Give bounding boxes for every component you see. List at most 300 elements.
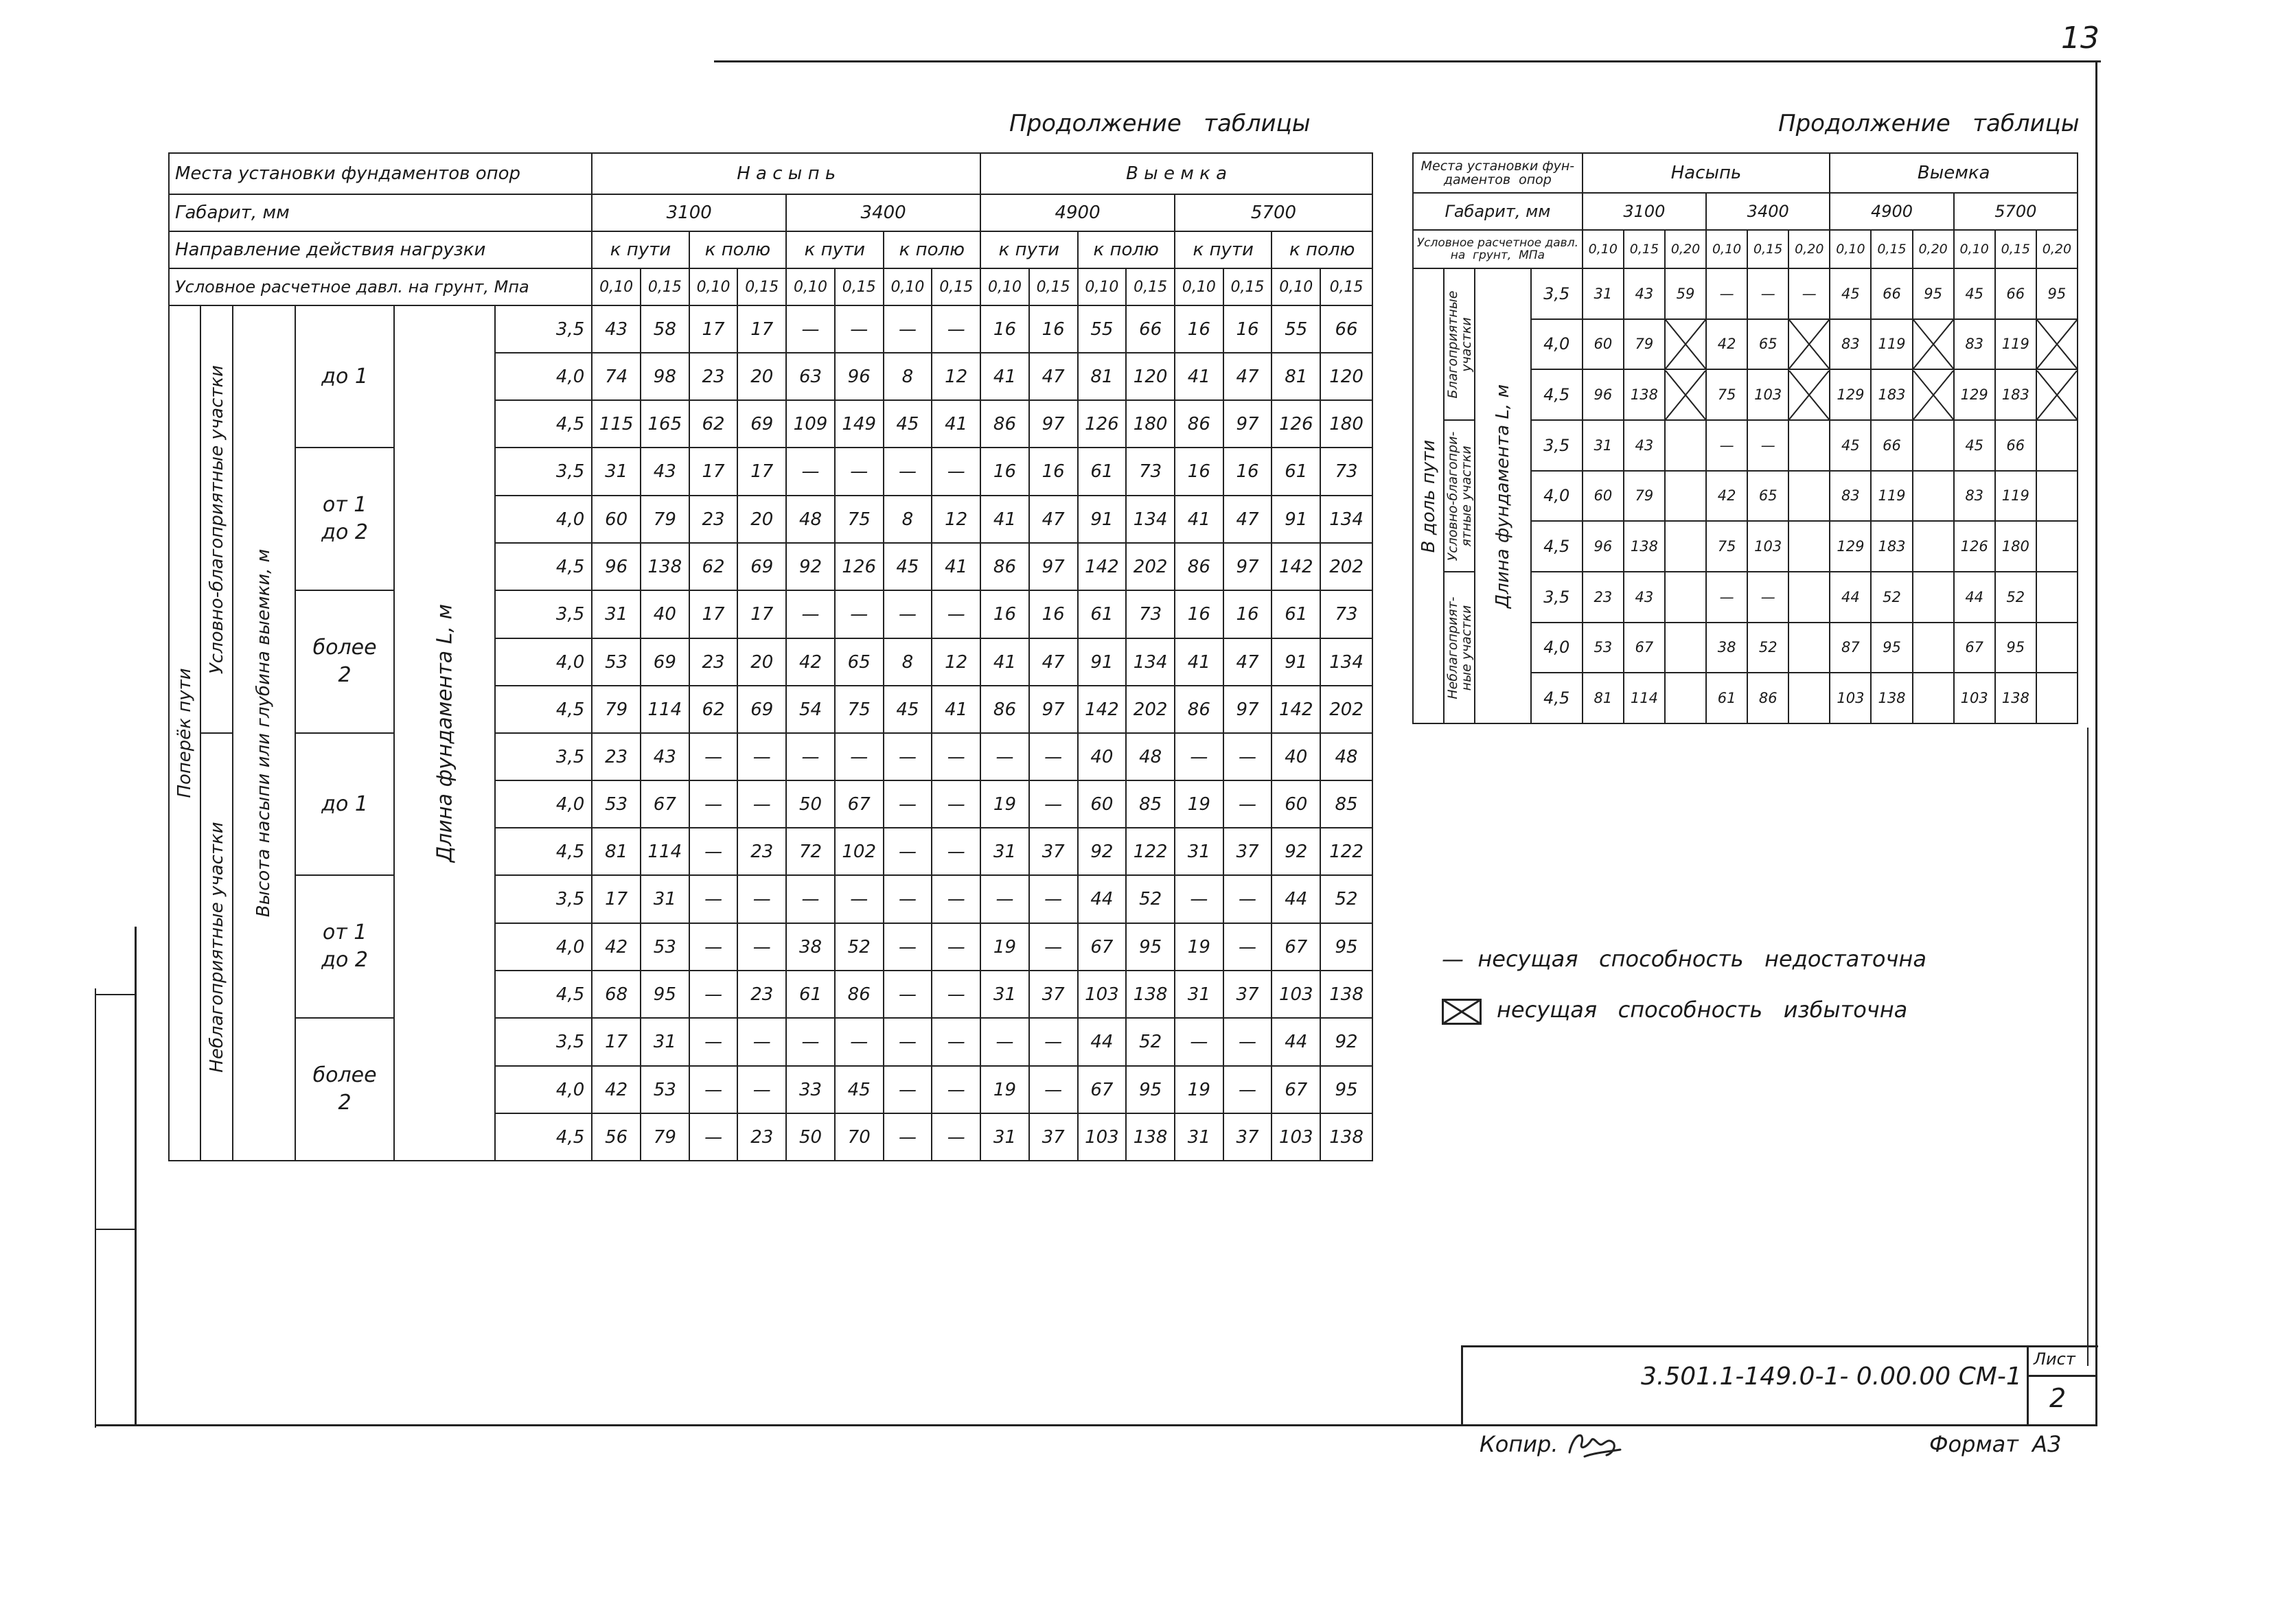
value-cell bbox=[1913, 623, 1954, 673]
value-cell: 95 bbox=[1126, 1066, 1175, 1113]
value-cell: 202 bbox=[1126, 686, 1175, 733]
value-cell: 23 bbox=[737, 1113, 786, 1161]
sheet-label: Лист bbox=[2034, 1349, 2075, 1369]
value-cell: 96 bbox=[592, 543, 641, 590]
value-cell: 73 bbox=[1126, 590, 1175, 638]
value-cell: 62 bbox=[689, 400, 738, 448]
value-cell: — bbox=[1223, 1018, 1272, 1066]
value-cell bbox=[1788, 572, 1830, 623]
value-cell: — bbox=[737, 780, 786, 828]
value-cell: 103 bbox=[1954, 673, 1995, 723]
gabarit-cell: 4900 bbox=[1830, 193, 1953, 230]
value-cell: 97 bbox=[1029, 686, 1078, 733]
value-cell: 19 bbox=[980, 923, 1029, 971]
value-cell: — bbox=[786, 1018, 835, 1066]
value-cell: — bbox=[980, 1018, 1029, 1066]
value-cell: 96 bbox=[1583, 521, 1624, 572]
value-cell: 85 bbox=[1126, 780, 1175, 828]
value-cell: — bbox=[1175, 733, 1223, 780]
value-cell: — bbox=[1029, 733, 1078, 780]
left-table bbox=[168, 152, 1373, 1161]
poperek-cell bbox=[169, 305, 200, 1161]
pressure-cell: 0,10 bbox=[980, 268, 1029, 305]
value-cell: 52 bbox=[1320, 875, 1372, 923]
group-label: Неблагоприят- ные участки bbox=[1445, 596, 1474, 699]
header-mesta: Места установки фун- даментов опор bbox=[1413, 153, 1583, 193]
group-cell bbox=[1444, 420, 1475, 572]
value-cell: — bbox=[1706, 420, 1747, 471]
direction-cell: к полю bbox=[689, 231, 786, 268]
length-cell: 4,5 bbox=[1531, 673, 1583, 723]
value-cell: 119 bbox=[1871, 471, 1912, 522]
value-cell: 74 bbox=[592, 353, 641, 400]
value-cell: 16 bbox=[1029, 590, 1078, 638]
value-cell: 53 bbox=[641, 1066, 689, 1113]
gabarit-cell: 4900 bbox=[980, 194, 1175, 231]
value-cell: — bbox=[835, 590, 884, 638]
value-cell: 60 bbox=[1583, 319, 1624, 370]
value-cell: 91 bbox=[1272, 496, 1320, 543]
value-cell bbox=[2036, 420, 2078, 471]
value-cell: 87 bbox=[1830, 623, 1871, 673]
length-cell: 4,5 bbox=[495, 971, 592, 1018]
poperek-label: Поперёк пути bbox=[174, 668, 196, 798]
value-cell: 31 bbox=[641, 1018, 689, 1066]
value-cell: 17 bbox=[592, 875, 641, 923]
value-cell: — bbox=[932, 1018, 980, 1066]
stamp-divider bbox=[2027, 1345, 2029, 1424]
value-cell: 138 bbox=[1320, 1113, 1372, 1161]
value-cell: 65 bbox=[835, 638, 884, 686]
excess-cross-cell bbox=[1788, 369, 1830, 420]
document-code: 3.501.1-149.0-1- 0.00.00 СМ-1 bbox=[1641, 1362, 2022, 1391]
length-cell: 4,5 bbox=[495, 1113, 592, 1161]
value-cell: 47 bbox=[1223, 496, 1272, 543]
value-cell: — bbox=[786, 590, 835, 638]
value-cell: 40 bbox=[1272, 733, 1320, 780]
height-group-cell: более 2 bbox=[295, 590, 394, 733]
header-davl: Условное расчетное давл. на грунт, Мпа bbox=[169, 268, 592, 305]
value-cell: — bbox=[737, 923, 786, 971]
value-cell: 8 bbox=[884, 496, 932, 543]
stamp-sheet-divider bbox=[2027, 1375, 2097, 1377]
value-cell: 67 bbox=[835, 780, 884, 828]
height-group-cell: от 1 до 2 bbox=[295, 448, 394, 590]
value-cell: — bbox=[884, 590, 932, 638]
value-cell: — bbox=[884, 923, 932, 971]
value-cell: 54 bbox=[786, 686, 835, 733]
header-vyemka: В ы е м к а bbox=[980, 153, 1372, 194]
pressure-cell: 0,20 bbox=[2036, 230, 2078, 268]
excess-cross-cell bbox=[2036, 319, 2078, 370]
value-cell: 95 bbox=[2036, 268, 2078, 319]
value-cell: 48 bbox=[786, 496, 835, 543]
dlina-label: Длина фундамента L, м bbox=[1492, 384, 1513, 608]
pressure-cell: 0,10 bbox=[1706, 230, 1747, 268]
pressure-cell: 0,20 bbox=[1788, 230, 1830, 268]
value-cell: 43 bbox=[1624, 572, 1665, 623]
value-cell: 120 bbox=[1320, 353, 1372, 400]
value-cell: 16 bbox=[1175, 305, 1223, 353]
value-cell: 96 bbox=[835, 353, 884, 400]
value-cell: — bbox=[737, 733, 786, 780]
legend-cross-icon bbox=[1442, 999, 1482, 1025]
value-cell: — bbox=[1175, 1018, 1223, 1066]
value-cell: 37 bbox=[1223, 828, 1272, 875]
value-cell: 95 bbox=[1126, 923, 1175, 971]
value-cell: 16 bbox=[1223, 448, 1272, 496]
value-cell: 66 bbox=[1871, 268, 1912, 319]
header-davl: Условное расчетное давл. на грунт, МПа bbox=[1413, 230, 1583, 268]
value-cell: 45 bbox=[1954, 420, 1995, 471]
table-caption-right: Продолжение таблицы bbox=[1778, 110, 2080, 137]
value-cell: — bbox=[1747, 268, 1788, 319]
value-cell: 16 bbox=[980, 448, 1029, 496]
value-cell: 43 bbox=[641, 448, 689, 496]
gabarit-cell: 3100 bbox=[1583, 193, 1706, 230]
value-cell: 42 bbox=[1706, 319, 1747, 370]
value-cell: 16 bbox=[1175, 448, 1223, 496]
value-cell: 165 bbox=[641, 400, 689, 448]
value-cell: 95 bbox=[1995, 623, 2036, 673]
table-row bbox=[169, 733, 1372, 780]
pressure-cell: 0,15 bbox=[1029, 268, 1078, 305]
value-cell: — bbox=[884, 828, 932, 875]
group-label: Благоприятные участки bbox=[1445, 290, 1474, 398]
length-cell: 4,5 bbox=[495, 543, 592, 590]
value-cell: 86 bbox=[1747, 673, 1788, 723]
value-cell: 12 bbox=[932, 496, 980, 543]
value-cell: 60 bbox=[1272, 780, 1320, 828]
excess-cross-cell bbox=[2036, 369, 2078, 420]
value-cell: 17 bbox=[689, 305, 738, 353]
value-cell: 202 bbox=[1126, 543, 1175, 590]
value-cell: 47 bbox=[1029, 353, 1078, 400]
value-cell: 67 bbox=[1954, 623, 1995, 673]
value-cell: 79 bbox=[592, 686, 641, 733]
value-cell: 31 bbox=[1175, 1113, 1223, 1161]
value-cell: 69 bbox=[737, 543, 786, 590]
length-cell: 4,0 bbox=[495, 923, 592, 971]
length-cell: 4,0 bbox=[1531, 623, 1583, 673]
value-cell: 92 bbox=[1272, 828, 1320, 875]
value-cell: 61 bbox=[1272, 448, 1320, 496]
value-cell: 102 bbox=[835, 828, 884, 875]
length-cell: 3,5 bbox=[495, 733, 592, 780]
value-cell: 52 bbox=[1126, 875, 1175, 923]
value-cell: — bbox=[689, 1113, 738, 1161]
copied-label: Копир. bbox=[1480, 1431, 1558, 1457]
value-cell: 134 bbox=[1320, 496, 1372, 543]
value-cell: 45 bbox=[1954, 268, 1995, 319]
pressure-cell: 0,15 bbox=[1223, 268, 1272, 305]
direction-cell: к пути bbox=[592, 231, 689, 268]
vysota-cell bbox=[233, 305, 295, 1161]
value-cell: 66 bbox=[1871, 420, 1912, 471]
direction-cell: к пути bbox=[980, 231, 1077, 268]
value-cell: — bbox=[1223, 875, 1272, 923]
value-cell: 79 bbox=[1624, 319, 1665, 370]
value-cell bbox=[1913, 572, 1954, 623]
value-cell: — bbox=[932, 305, 980, 353]
value-cell: 95 bbox=[1320, 1066, 1372, 1113]
value-cell: — bbox=[932, 923, 980, 971]
value-cell: — bbox=[689, 1018, 738, 1066]
value-cell: 142 bbox=[1078, 543, 1127, 590]
vdol-label: В доль пути bbox=[1418, 439, 1439, 553]
value-cell: 79 bbox=[641, 1113, 689, 1161]
value-cell: 138 bbox=[1624, 521, 1665, 572]
table-caption-left: Продолжение таблицы bbox=[1009, 110, 1311, 137]
value-cell: 38 bbox=[786, 923, 835, 971]
value-cell: 61 bbox=[1078, 448, 1127, 496]
value-cell: 17 bbox=[737, 448, 786, 496]
value-cell: 134 bbox=[1126, 638, 1175, 686]
value-cell: 23 bbox=[592, 733, 641, 780]
value-cell: 60 bbox=[1078, 780, 1127, 828]
value-cell: 114 bbox=[641, 686, 689, 733]
height-group-cell: от 1 до 2 bbox=[295, 875, 394, 1018]
value-cell bbox=[1788, 420, 1830, 471]
value-cell: 129 bbox=[1954, 369, 1995, 420]
value-cell: 114 bbox=[1624, 673, 1665, 723]
legend-cross: несущая способность избыточна bbox=[1497, 997, 1908, 1023]
value-cell: 16 bbox=[1175, 590, 1223, 638]
pressure-cell: 0,10 bbox=[592, 268, 641, 305]
header-gabarit: Габарит, мм bbox=[169, 194, 592, 231]
pressure-cell: 0,15 bbox=[932, 268, 980, 305]
value-cell: 81 bbox=[1078, 353, 1127, 400]
value-cell: — bbox=[1029, 875, 1078, 923]
value-cell: 95 bbox=[1871, 623, 1912, 673]
gabarit-cell: 5700 bbox=[1954, 193, 2078, 230]
value-cell: 38 bbox=[1706, 623, 1747, 673]
value-cell: 41 bbox=[1175, 638, 1223, 686]
value-cell: 45 bbox=[884, 543, 932, 590]
value-cell: 40 bbox=[1078, 733, 1127, 780]
value-cell: 126 bbox=[835, 543, 884, 590]
value-cell bbox=[1788, 673, 1830, 723]
value-cell bbox=[2036, 521, 2078, 572]
usl-blag-label: Условно-благоприятные участки bbox=[206, 364, 227, 674]
value-cell: 119 bbox=[1995, 471, 2036, 522]
value-cell: 45 bbox=[884, 400, 932, 448]
value-cell: 40 bbox=[641, 590, 689, 638]
value-cell: 23 bbox=[1583, 572, 1624, 623]
value-cell: 183 bbox=[1871, 369, 1912, 420]
value-cell: 119 bbox=[1871, 319, 1912, 370]
value-cell: 86 bbox=[835, 971, 884, 1018]
length-cell: 3,5 bbox=[495, 590, 592, 638]
length-cell: 4,0 bbox=[1531, 471, 1583, 522]
value-cell: 48 bbox=[1126, 733, 1175, 780]
value-cell: 12 bbox=[932, 638, 980, 686]
value-cell: 52 bbox=[1995, 572, 2036, 623]
value-cell: — bbox=[737, 875, 786, 923]
value-cell: 97 bbox=[1223, 543, 1272, 590]
value-cell: 91 bbox=[1078, 638, 1127, 686]
value-cell: 55 bbox=[1272, 305, 1320, 353]
value-cell: — bbox=[884, 780, 932, 828]
direction-cell: к пути bbox=[1175, 231, 1272, 268]
value-cell: — bbox=[884, 1066, 932, 1113]
value-cell: 41 bbox=[932, 686, 980, 733]
value-cell: 23 bbox=[737, 971, 786, 1018]
gabarit-cell: 3400 bbox=[786, 194, 980, 231]
value-cell: 103 bbox=[1272, 1113, 1320, 1161]
value-cell: — bbox=[835, 733, 884, 780]
value-cell: 67 bbox=[1624, 623, 1665, 673]
value-cell bbox=[2036, 623, 2078, 673]
value-cell: 67 bbox=[1078, 923, 1127, 971]
value-cell: 45 bbox=[884, 686, 932, 733]
value-cell: 52 bbox=[1871, 572, 1912, 623]
pressure-cell: 0,10 bbox=[689, 268, 738, 305]
value-cell: — bbox=[1223, 780, 1272, 828]
value-cell: 75 bbox=[835, 496, 884, 543]
value-cell: 202 bbox=[1320, 686, 1372, 733]
pressure-cell: 0,15 bbox=[1871, 230, 1912, 268]
value-cell: — bbox=[835, 448, 884, 496]
value-cell: — bbox=[884, 971, 932, 1018]
value-cell: — bbox=[932, 590, 980, 638]
value-cell: 31 bbox=[980, 1113, 1029, 1161]
value-cell: 53 bbox=[592, 638, 641, 686]
value-cell bbox=[1665, 420, 1706, 471]
value-cell: 138 bbox=[1320, 971, 1372, 1018]
value-cell: — bbox=[786, 305, 835, 353]
value-cell: — bbox=[884, 305, 932, 353]
value-cell: 19 bbox=[1175, 923, 1223, 971]
value-cell: 50 bbox=[786, 780, 835, 828]
margin-left-line bbox=[95, 988, 96, 1428]
value-cell: 44 bbox=[1272, 875, 1320, 923]
value-cell: 43 bbox=[1624, 268, 1665, 319]
value-cell: 53 bbox=[592, 780, 641, 828]
length-cell: 3,5 bbox=[1531, 420, 1583, 471]
value-cell: 44 bbox=[1272, 1018, 1320, 1066]
value-cell: 62 bbox=[689, 543, 738, 590]
value-cell: 96 bbox=[1583, 369, 1624, 420]
value-cell: 97 bbox=[1029, 543, 1078, 590]
value-cell: — bbox=[689, 971, 738, 1018]
table-row bbox=[1413, 268, 2078, 319]
value-cell: 8 bbox=[884, 638, 932, 686]
value-cell: 65 bbox=[1747, 319, 1788, 370]
value-cell: 180 bbox=[1995, 521, 2036, 572]
value-cell: 183 bbox=[1995, 369, 2036, 420]
value-cell: 103 bbox=[1747, 369, 1788, 420]
value-cell: 70 bbox=[835, 1113, 884, 1161]
value-cell: 56 bbox=[592, 1113, 641, 1161]
dlina-label: Длина фундамента L, м bbox=[433, 603, 457, 863]
value-cell: 31 bbox=[592, 590, 641, 638]
value-cell: 45 bbox=[1830, 420, 1871, 471]
length-cell: 3,5 bbox=[1531, 268, 1583, 319]
value-cell: 45 bbox=[835, 1066, 884, 1113]
value-cell: — bbox=[1747, 572, 1788, 623]
value-cell: 20 bbox=[737, 496, 786, 543]
length-cell: 3,5 bbox=[1531, 572, 1583, 623]
value-cell: 142 bbox=[1078, 686, 1127, 733]
value-cell: 75 bbox=[1706, 369, 1747, 420]
value-cell: 8 bbox=[884, 353, 932, 400]
value-cell: — bbox=[786, 733, 835, 780]
value-cell: 41 bbox=[980, 638, 1029, 686]
value-cell: 60 bbox=[592, 496, 641, 543]
value-cell: 55 bbox=[1078, 305, 1127, 353]
value-cell: 52 bbox=[1126, 1018, 1175, 1066]
value-cell: — bbox=[1747, 420, 1788, 471]
gabarit-cell: 3100 bbox=[592, 194, 786, 231]
value-cell: 103 bbox=[1830, 673, 1871, 723]
value-cell: 47 bbox=[1029, 638, 1078, 686]
value-cell: 97 bbox=[1029, 400, 1078, 448]
gabarit-cell: 3400 bbox=[1706, 193, 1830, 230]
value-cell: 23 bbox=[737, 828, 786, 875]
value-cell: 86 bbox=[980, 400, 1029, 448]
header-gabarit: Габарит, мм bbox=[1413, 193, 1583, 230]
value-cell: 19 bbox=[980, 1066, 1029, 1113]
value-cell: 47 bbox=[1223, 353, 1272, 400]
value-cell: 31 bbox=[641, 875, 689, 923]
value-cell: 126 bbox=[1078, 400, 1127, 448]
excess-cross-cell bbox=[1665, 319, 1706, 370]
value-cell: — bbox=[932, 733, 980, 780]
value-cell: 103 bbox=[1272, 971, 1320, 1018]
value-cell: 48 bbox=[1320, 733, 1372, 780]
legend-dash: — несущая способность недостаточна bbox=[1442, 946, 1926, 972]
value-cell: 42 bbox=[786, 638, 835, 686]
value-cell bbox=[1665, 572, 1706, 623]
value-cell: — bbox=[1175, 875, 1223, 923]
value-cell: 72 bbox=[786, 828, 835, 875]
value-cell: 134 bbox=[1126, 496, 1175, 543]
value-cell: 91 bbox=[1078, 496, 1127, 543]
value-cell: 66 bbox=[1126, 305, 1175, 353]
pressure-cell: 0,20 bbox=[1913, 230, 1954, 268]
table-row bbox=[169, 448, 1372, 496]
value-cell: — bbox=[884, 875, 932, 923]
value-cell: — bbox=[786, 875, 835, 923]
value-cell: — bbox=[1029, 1018, 1078, 1066]
value-cell: 67 bbox=[1078, 1066, 1127, 1113]
vysota-label: Высота насыпи или глубина выемки, м bbox=[253, 548, 275, 918]
pressure-cell: 0,15 bbox=[1126, 268, 1175, 305]
value-cell: 31 bbox=[980, 828, 1029, 875]
value-cell: 63 bbox=[786, 353, 835, 400]
length-cell: 4,0 bbox=[495, 496, 592, 543]
value-cell: 17 bbox=[737, 590, 786, 638]
value-cell: 149 bbox=[835, 400, 884, 448]
value-cell: 95 bbox=[641, 971, 689, 1018]
margin-mark-2 bbox=[95, 1229, 136, 1230]
value-cell bbox=[1913, 420, 1954, 471]
value-cell: — bbox=[1029, 923, 1078, 971]
value-cell: 17 bbox=[689, 590, 738, 638]
value-cell: 97 bbox=[1223, 400, 1272, 448]
value-cell: 86 bbox=[1175, 543, 1223, 590]
value-cell: — bbox=[835, 875, 884, 923]
length-cell: 4,5 bbox=[495, 686, 592, 733]
value-cell: — bbox=[1223, 1066, 1272, 1113]
value-cell: 53 bbox=[641, 923, 689, 971]
value-cell: 19 bbox=[980, 780, 1029, 828]
pressure-cell: 0,10 bbox=[1830, 230, 1871, 268]
value-cell: 81 bbox=[1583, 673, 1624, 723]
value-cell: — bbox=[932, 780, 980, 828]
value-cell: 114 bbox=[641, 828, 689, 875]
